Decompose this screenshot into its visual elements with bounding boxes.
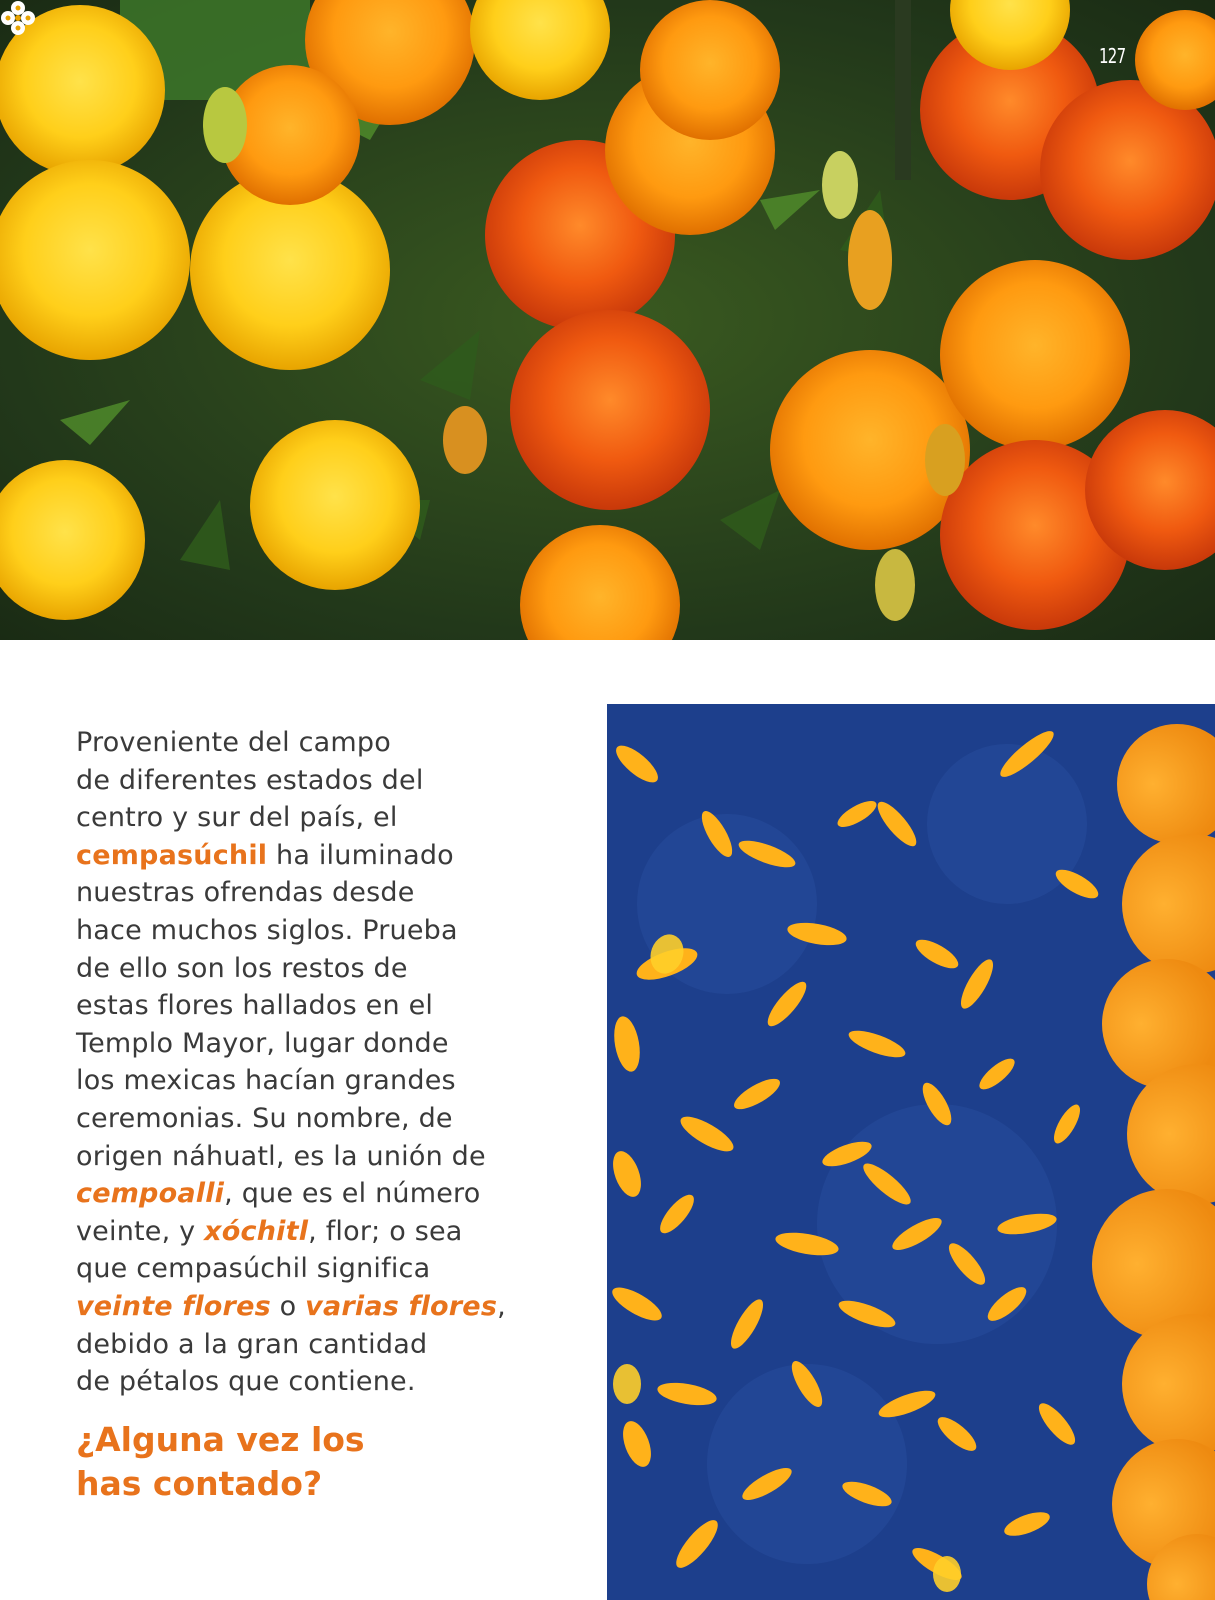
petals-illustration <box>607 704 1215 1600</box>
marigold-illustration <box>0 0 1215 640</box>
question-heading <box>76 1418 576 1506</box>
text-line: hace muchos siglos. Prueba <box>76 914 458 946</box>
text-line: Templo Mayor, lugar donde <box>76 1027 449 1059</box>
question-line: ¿Alguna vez los <box>76 1420 365 1459</box>
highlight-xochitl: xóchitl <box>204 1215 309 1247</box>
text-fragment: veinte, y <box>76 1215 205 1247</box>
text-line: origen náhuatl, es la unión de <box>76 1140 486 1172</box>
marigold-hero-photo <box>0 0 1215 640</box>
text-fragment: , flor; o sea <box>308 1215 463 1247</box>
page-number: 127 <box>1099 44 1126 68</box>
text-line: debido a la gran cantidad <box>76 1328 428 1360</box>
text-fragment: o <box>270 1290 306 1322</box>
text-line: Proveniente del campo <box>76 727 391 758</box>
text-fragment: ha iluminado <box>267 839 454 871</box>
flower-ornament-icon <box>0 0 36 36</box>
text-line: ceremonias. Su nombre, de <box>76 1102 453 1134</box>
petals-on-blue-sand-photo <box>607 704 1215 1600</box>
highlight-cempasuchil: cempasúchil <box>76 839 268 871</box>
question-line: has contado? <box>76 1464 323 1503</box>
text-line <box>76 1213 576 1251</box>
body-paragraph <box>76 724 576 1401</box>
text-line <box>76 837 576 875</box>
text-line: estas flores hallados en el <box>76 990 434 1022</box>
text-line: centro y sur del país, el <box>76 802 398 834</box>
text-fragment: , que es el número <box>224 1178 481 1210</box>
text-line: de diferentes estados del <box>76 764 424 796</box>
highlight-veinte-flores: veinte flores <box>76 1290 271 1322</box>
text-line: los mexicas hacían grandes <box>76 1065 456 1097</box>
text-line <box>76 1175 576 1213</box>
text-line: que cempasúchil significa <box>76 1253 431 1285</box>
highlight-cempoalli: cempoalli <box>76 1178 225 1210</box>
highlight-varias-flores: varias flores <box>305 1290 498 1322</box>
text-line: nuestras ofrendas desde <box>76 877 415 909</box>
text-fragment: , <box>497 1290 506 1322</box>
text-line <box>76 1288 576 1326</box>
text-line: de ello son los restos de <box>76 952 408 984</box>
text-line: de pétalos que contiene. <box>76 1366 416 1398</box>
